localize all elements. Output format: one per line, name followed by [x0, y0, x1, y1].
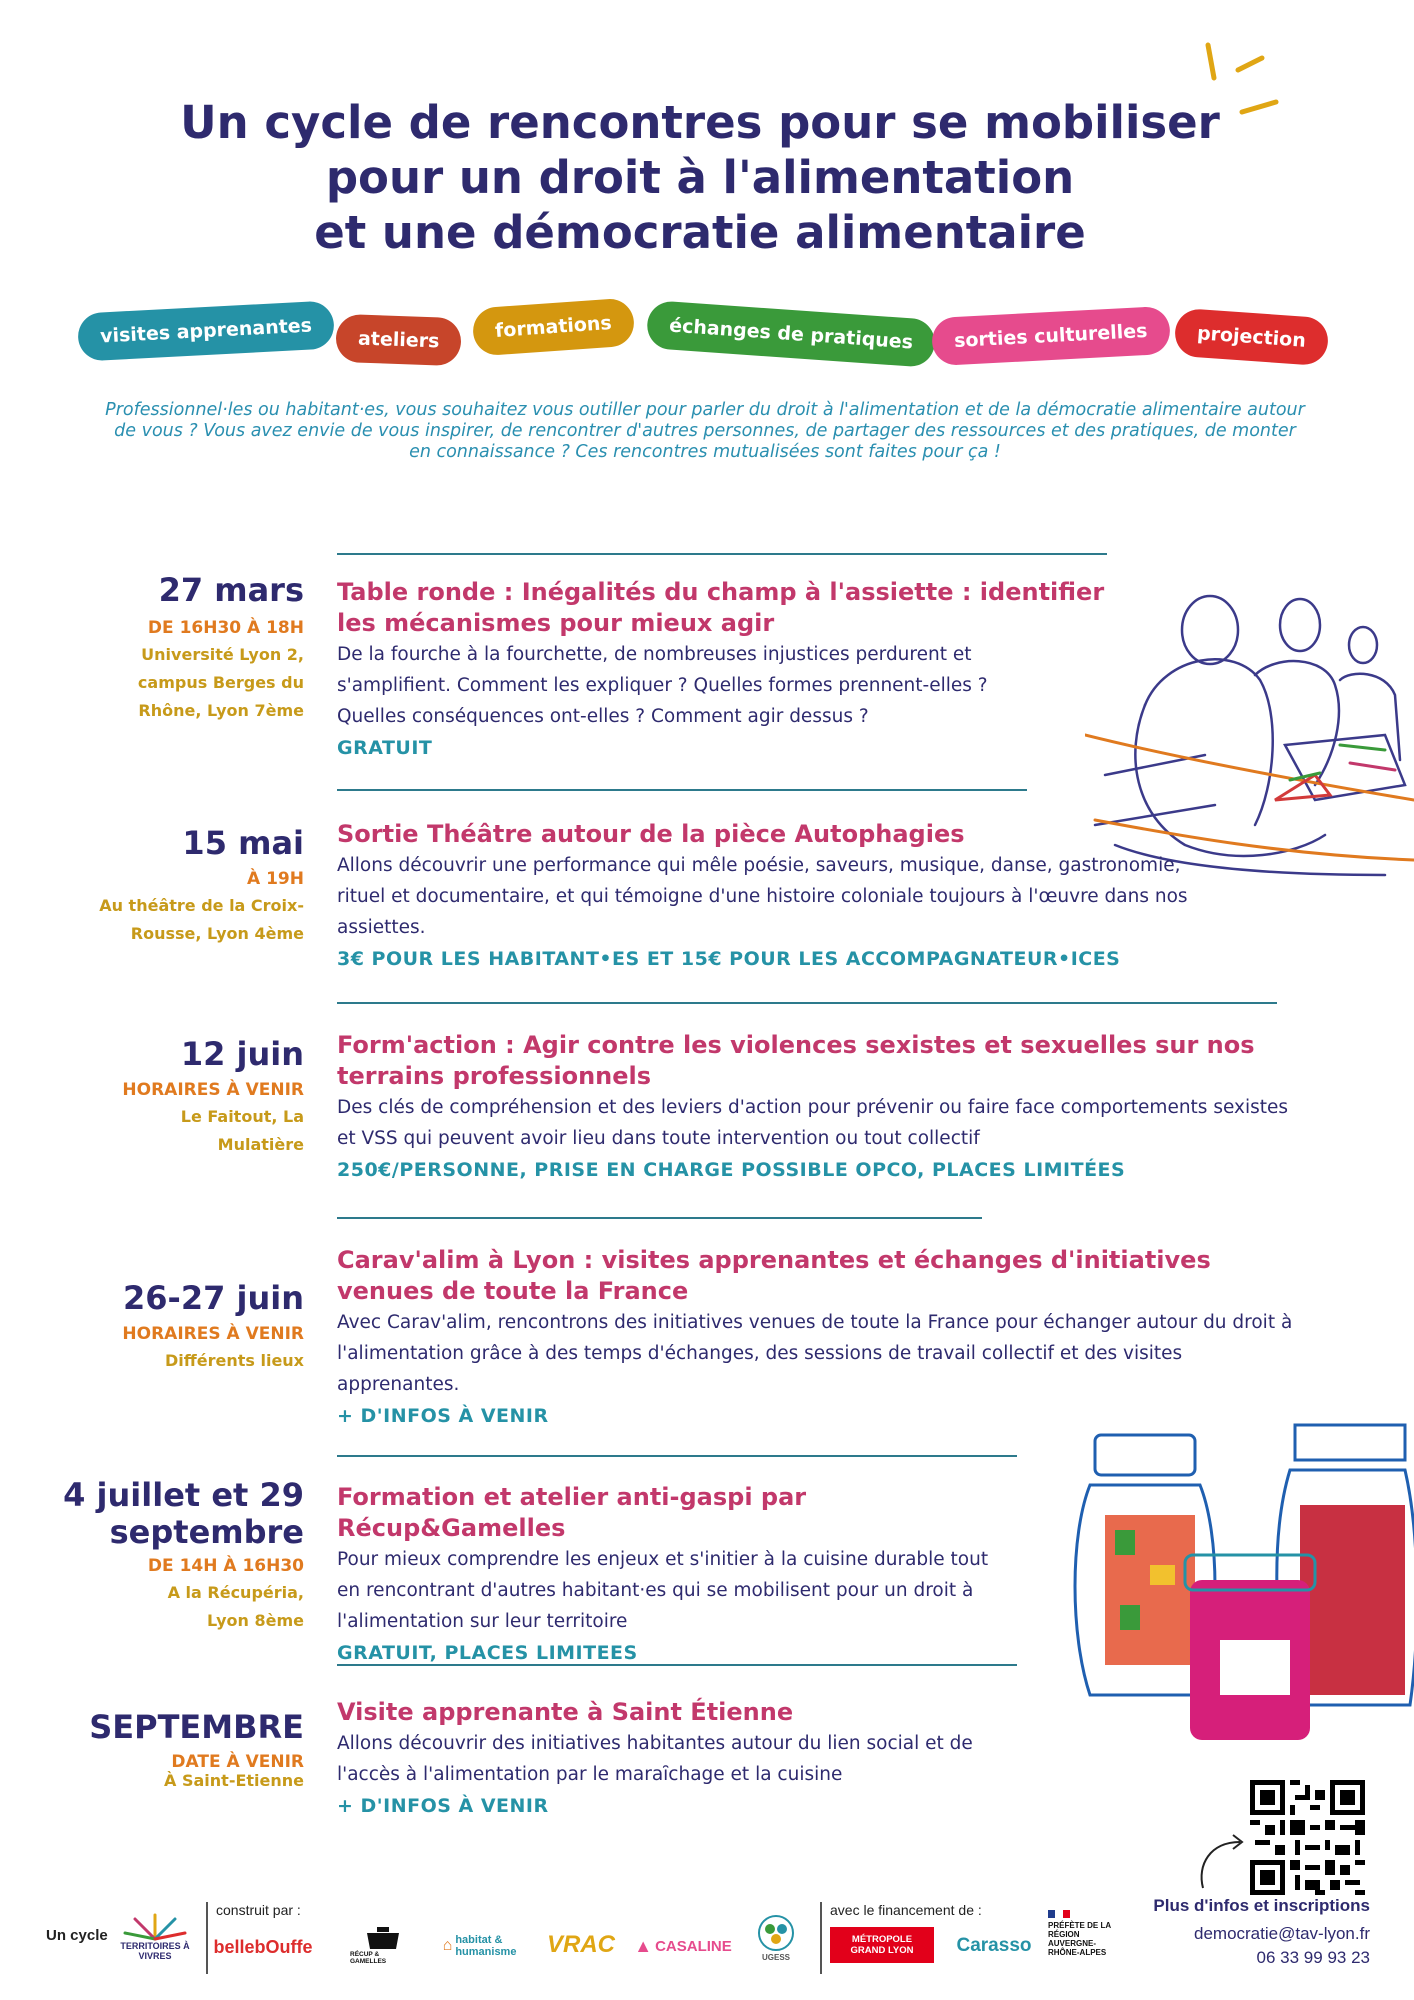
event-description: Pour mieux comprendre les enjeux et s'initier à la cuisine durable tout en rencontrant d'autres habitant·es qui se mobilisent pour un droit à l'alimentation sur leur territoire: [337, 1549, 989, 1632]
logo-casaline-text: CASALINE: [655, 1937, 732, 1955]
event-details: [337, 1245, 1297, 1432]
tag-ateliers: ateliers: [335, 314, 462, 366]
event-date: 27 mars: [158, 571, 304, 609]
logo-bellebouffe: [213, 1928, 313, 1966]
tag-visites-apprenantes: visites apprenantes: [77, 300, 335, 361]
divider: [337, 1217, 982, 1219]
circle-emblem-icon: [756, 1913, 796, 1953]
event-date: SEPTEMBRE: [89, 1708, 304, 1746]
event-place: A la Récupéria, Lyon 8ème: [167, 1583, 304, 1630]
logo-tav-text: TERRITOIRES À VIVRES: [120, 1940, 190, 1961]
tag-sorties-culturelles: sorties culturelles: [931, 306, 1171, 366]
jars-illustration: [1050, 1415, 1414, 1750]
event-price: GRATUIT: [337, 737, 433, 759]
event-price: + D'INFOS À VENIR: [337, 1795, 549, 1817]
tag-echanges-de-pratiques: échanges de pratiques: [646, 300, 937, 368]
logo-carasso-text: Carasso: [956, 1935, 1032, 1956]
event-place: Au théâtre de la Croix-Rousse, Lyon 4ème: [99, 896, 304, 943]
event-description: Allons découvrir des initiatives habitantes autour du lien social et de l'accès à l'alimentation par le maraȋchage et la cuisine: [337, 1733, 973, 1785]
event-date-block: [24, 825, 304, 948]
tag-projection: projection: [1174, 308, 1330, 367]
event-title: Carav'alim à Lyon : visites apprenantes et échanges d'initiatives venues de toute la France: [337, 1246, 1211, 1305]
event-title: Form'action : Agir contre les violences sexistes et sexuelles sur nos terrains professionnels: [337, 1031, 1255, 1090]
page-title: [120, 95, 1280, 260]
divider: [337, 1002, 1277, 1004]
title-line-1: Un cycle de rencontres pour se mobiliser: [180, 96, 1220, 149]
built-by-label: construit par :: [216, 1902, 301, 1918]
logo-casaline: [636, 1928, 730, 1964]
event-date-block: [24, 572, 304, 725]
logo-ugess: [746, 1905, 806, 1970]
divider: [820, 1902, 822, 1974]
event-date-block: [24, 1477, 304, 1635]
house-icon: ▲: [634, 1935, 653, 1956]
event-date-block: [24, 1036, 304, 1159]
logo-bellebouffe-text: bellebOuffe: [213, 1936, 313, 1957]
intro-text: Professionnel·les ou habitant·es, vous souhaitez vous outiller pour parler du droit à l'alimentation et de la démocratie alimentaire autour de vous ? Vous avez envie de vous inspirer, de rencontrer d'autres personnes, de partager des ressources et des pratiques, de monter en connaissance ? Ces rencontres mutualisées sont faites pour ça !: [105, 400, 1305, 462]
event-title: Visite apprenante à Saint Étienne: [337, 1698, 794, 1726]
event-title: Table ronde : Inégalités du champ à l'assiette : identifier les mécanismes pour mieux agir: [337, 578, 1105, 637]
event-date-block: [24, 1280, 304, 1375]
divider: [337, 1664, 1017, 1666]
event-time: DATE À VENIR: [171, 1752, 304, 1772]
event-title: Formation et atelier anti-gaspi par Récup&Gamelles: [337, 1483, 807, 1542]
event-date: 26-27 juin: [123, 1279, 304, 1317]
logo-carasso: [948, 1928, 1040, 1964]
logo-metropole-text: MÉTROPOLE GRAND LYON: [850, 1934, 914, 1956]
logo-ugess-text: UGESS: [761, 1953, 790, 1962]
title-line-2: pour un droit à l'alimentation: [325, 151, 1075, 204]
tag-formations: formations: [472, 297, 636, 356]
logo-habitat-text: habitat & humanisme: [455, 1934, 517, 1958]
event-description: Avec Carav'alim, rencontrons des initiatives venues de toute la France pour échanger autour du droit à l'alimentation grâce à des temps d'échanges, des sessions de travail collectif et des visites apprenantes.: [337, 1312, 1293, 1395]
logo-vrac-text: VRAC: [547, 1931, 616, 1958]
event-price: + D'INFOS À VENIR: [337, 1405, 549, 1427]
event-time: HORAIRES À VENIR: [122, 1324, 304, 1344]
contact-label: Plus d'infos et inscriptions: [1153, 1896, 1370, 1915]
logo-prefecture: [1048, 1898, 1128, 1968]
event-time: HORAIRES À VENIR: [122, 1080, 304, 1100]
event-time: À 19H: [247, 869, 304, 889]
event-place: Différents lieux: [165, 1351, 304, 1370]
event-time: DE 16H30 À 18H: [147, 618, 304, 638]
event-date-block: [24, 1709, 304, 1790]
logo-metropole-lyon: [830, 1927, 934, 1963]
event-description: De la fourche à la fourchette, de nombreuses injustices perdurent et s'amplifient. Comment les expliquer ? Quelles formes prennent-elles ? Quelles conséquences ont-elles ? Comment agir dessus ?: [337, 644, 988, 727]
funding-label: avec le financement de :: [830, 1902, 982, 1918]
arrow-icon: [1195, 1830, 1255, 1890]
logo-vrac: [547, 1925, 616, 1965]
event-time: DE 14H À 16H30: [147, 1556, 304, 1576]
event-date: 15 mai: [182, 824, 304, 862]
event-details: [337, 577, 1117, 764]
logo-habitat-humanisme: [437, 1928, 517, 1964]
sunburst-icon: [120, 1911, 190, 1941]
event-price: 250€/PERSONNE, PRISE EN CHARGE POSSIBLE OPCO, PLACES LIMITÉES: [337, 1159, 1126, 1181]
event-details: [337, 1030, 1297, 1186]
flag-icon: [1048, 1910, 1070, 1918]
event-place: Université Lyon 2, campus Berges du Rhône, Lyon 7ème: [137, 645, 304, 720]
divider: [337, 553, 1107, 555]
logo-prefecture-text: PRÉFÈTE DE LA RÉGION AUVERGNE-RHÔNE-ALPES: [1048, 1920, 1111, 1957]
pot-icon: [363, 1925, 403, 1951]
divider: [337, 789, 1027, 791]
event-description: Des clés de compréhension et des leviers d'action pour prévenir ou faire face comportements sexistes et VSS qui peuvent avoir lieu dans toute intervention ou tout collectif: [337, 1097, 1289, 1149]
house-icon: ⌂: [442, 1937, 453, 1954]
title-line-3: et une démocratie alimentaire: [314, 206, 1086, 259]
event-description: Allons découvrir une performance qui mêle poésie, saveurs, musique, danse, gastronomie, rituel et documentaire, et qui témoigne d'une histoire coloniale toujours à l'œuvre dans nos assiettes.: [337, 855, 1188, 938]
event-details: [337, 1697, 1037, 1822]
divider: [337, 1455, 1017, 1457]
event-details: [337, 819, 1237, 975]
cycle-label: Un cycle: [46, 1927, 108, 1944]
logo-recup-gamelles: [350, 1915, 416, 1975]
event-title: Sortie Théâtre autour de la pièce Autophagies: [337, 820, 965, 848]
event-details: [337, 1482, 1037, 1669]
logo-recup-text: RÉCUP & GAMELLES: [350, 1951, 387, 1965]
event-date: 12 juin: [180, 1035, 304, 1073]
event-date: 4 juillet et 29 septembre: [63, 1476, 304, 1551]
divider: [206, 1902, 208, 1974]
event-place: Le Faitout, La Mulatière: [180, 1107, 304, 1154]
event-price: 3€ POUR LES HABITANT•ES ET 15€ POUR LES ACCOMPAGNATEUR•ICES: [337, 948, 1121, 970]
contact-phone: 06 33 99 93 23: [1256, 1948, 1370, 1967]
qr-code[interactable]: [1250, 1780, 1365, 1895]
event-place: À Saint-Etienne: [164, 1771, 304, 1790]
logo-territoires-a-vivres: [113, 1898, 197, 1973]
event-price: GRATUIT, PLACES LIMITEES: [337, 1642, 638, 1664]
contact-email[interactable]: democratie@tav-lyon.fr: [1194, 1924, 1370, 1943]
